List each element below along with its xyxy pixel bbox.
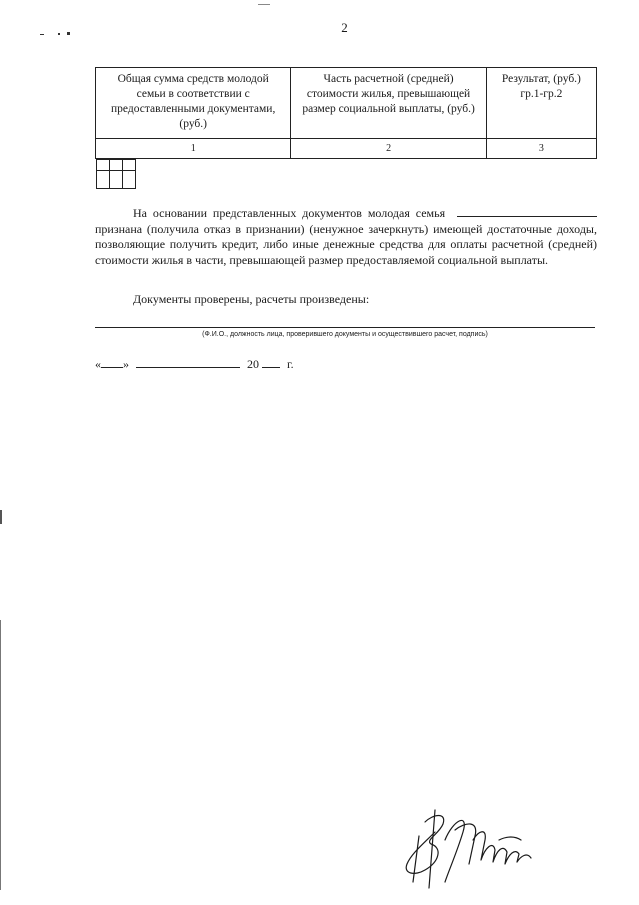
day-field (101, 356, 123, 368)
date-close-quote: » (123, 357, 129, 371)
signature-caption: (Ф.И.О., должность лица, проверившего документы и осуществившего расчет, подпись) (202, 331, 488, 338)
scan-edge-mark (0, 510, 2, 524)
table-cell-blank (109, 160, 122, 189)
year-suffix: г. (287, 357, 294, 371)
table-column-number: 1 (96, 139, 291, 159)
table-cell-blank (122, 160, 135, 189)
scan-edge-mark (0, 620, 1, 890)
table-header-cell: Общая сумма средств молодой семьи в соответствии с предоставленными документами, (руб.) (96, 68, 291, 139)
handwritten-signature (395, 800, 545, 890)
statement-line1: На основании представленных документов молодая семья (133, 206, 446, 220)
family-name-field (457, 205, 597, 217)
date-open-quote: « (95, 357, 101, 371)
table-cell-blank (96, 160, 109, 189)
date-line (95, 356, 294, 372)
year-field (262, 356, 280, 368)
page-number: 2 (341, 20, 348, 35)
table-header-cell: Результат, (руб.) гр.1-гр.2 (486, 68, 596, 139)
year-prefix: 20 (247, 357, 259, 371)
table-number-row (96, 139, 597, 159)
table-header-row (96, 68, 597, 139)
table-row (96, 159, 136, 171)
scan-speck (258, 4, 270, 5)
statement-paragraph (95, 205, 597, 268)
statement-rest: признана (получила отказ в признании) (ненужное зачеркнуть) имеющей достаточные доходы, позволяющие получить кредит, либо иные денежные средства для оплаты расчетной (средней) стоимости жилья в части, превышающей размер предоставляемой социальной выплаты. (95, 221, 597, 267)
signature-line (95, 327, 595, 328)
table-column-number: 3 (486, 139, 596, 159)
table-column-number: 2 (291, 139, 486, 159)
calculation-table (95, 67, 597, 176)
checked-statement: Документы проверены, расчеты произведены: (133, 292, 370, 306)
table-header-cell: Часть расчетной (средней) стоимости жилья, превышающей размер социальной выплаты, (руб.) (291, 68, 486, 139)
month-field (136, 356, 240, 368)
